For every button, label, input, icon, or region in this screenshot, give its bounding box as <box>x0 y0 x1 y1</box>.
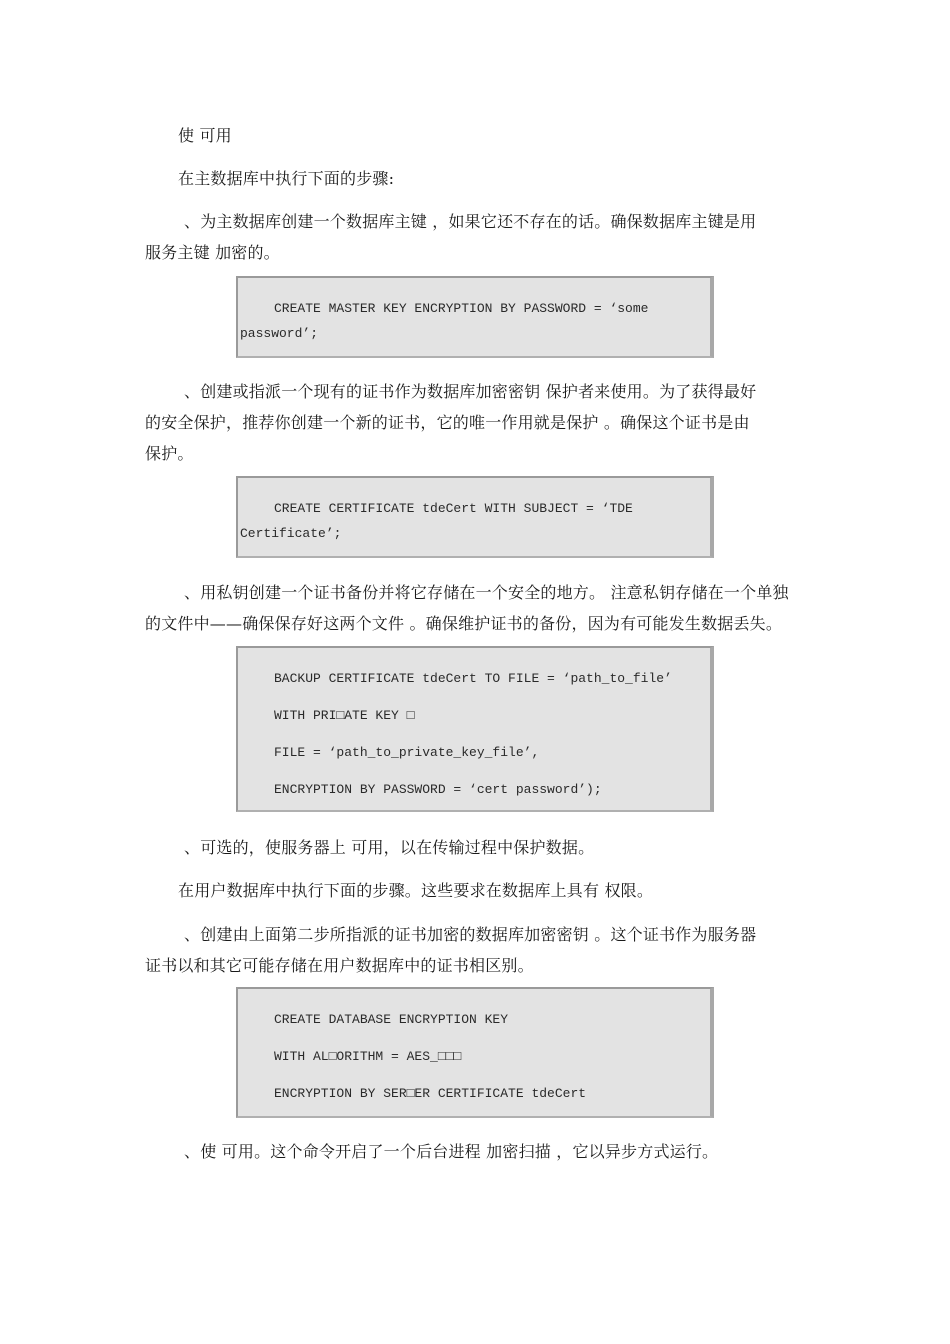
intro-paragraph: 在主数据库中执行下面的步骤: <box>178 169 395 188</box>
code-line: CREATE CERTIFICATE tdeCert WITH SUBJECT = ‘TDE <box>274 501 633 516</box>
code-line: FILE = ‘path_to_private_key_file’, <box>274 745 540 760</box>
code-line: ENCRYPTION BY PASSWORD = ‘cert password’); <box>274 782 602 797</box>
step1-line1: 、为主数据库创建一个数据库主键 ，如果它还不存在的话。确保数据库主键是用 <box>184 212 757 231</box>
section-heading: 使 可用 <box>178 126 232 145</box>
step5-line2: 证书以和其它可能存储在用户数据库中的证书相区别。 <box>145 956 534 975</box>
code-block-database-encryption-key <box>236 987 714 1118</box>
code-block-backup <box>236 646 714 812</box>
step4-line: 、可选的，使服务器上 可用，以在传输过程中保护数据。 <box>184 838 595 857</box>
code-line: password’; <box>240 326 319 341</box>
code-block-certificate <box>236 476 714 558</box>
user-db-paragraph: 在用户数据库中执行下面的步骤。这些要求在数据库上具有 权限。 <box>178 881 654 900</box>
code-line: WITH PRI□ATE KEY □ <box>274 708 415 723</box>
step5-line1: 、创建由上面第二步所指派的证书加密的数据库加密密钥 。这个证书作为服务器 <box>184 925 757 944</box>
step3-line1: 、用私钥创建一个证书备份并将它存储在一个安全的地方。 注意私钥存储在一个单独 <box>184 583 789 602</box>
code-line: ENCRYPTION BY SER□ER CERTIFICATE tdeCert <box>274 1086 587 1101</box>
step2-line1: 、创建或指派一个现有的证书作为数据库加密密钥 保护者来使用。为了获得最好 <box>184 382 757 401</box>
step2-line2: 的安全保护，推荐你创建一个新的证书，它的唯一作用就是保护 。确保这个证书是由 <box>145 413 750 432</box>
step2-line3: 保护。 <box>145 444 194 463</box>
step6-line: 、使 可用。这个命令开启了一个后台进程 加密扫描 ，它以异步方式运行。 <box>184 1142 719 1161</box>
code-line: WITH AL□ORITHM = AES_□□□ <box>274 1049 462 1064</box>
code-block-master-key <box>236 276 714 358</box>
step3-line2: 的文件中——确保保存好这两个文件 。确保维护证书的备份，因为有可能发生数据丢失。 <box>145 614 783 633</box>
code-line: CREATE MASTER KEY ENCRYPTION BY PASSWORD = ‘some <box>274 301 649 316</box>
code-line: CREATE DATABASE ENCRYPTION KEY <box>274 1012 509 1027</box>
step1-line2: 服务主键 加密的。 <box>145 243 280 262</box>
code-line: BACKUP CERTIFICATE tdeCert TO FILE = ‘path_to_file’ <box>274 671 672 686</box>
code-line: Certificate’; <box>240 526 342 541</box>
